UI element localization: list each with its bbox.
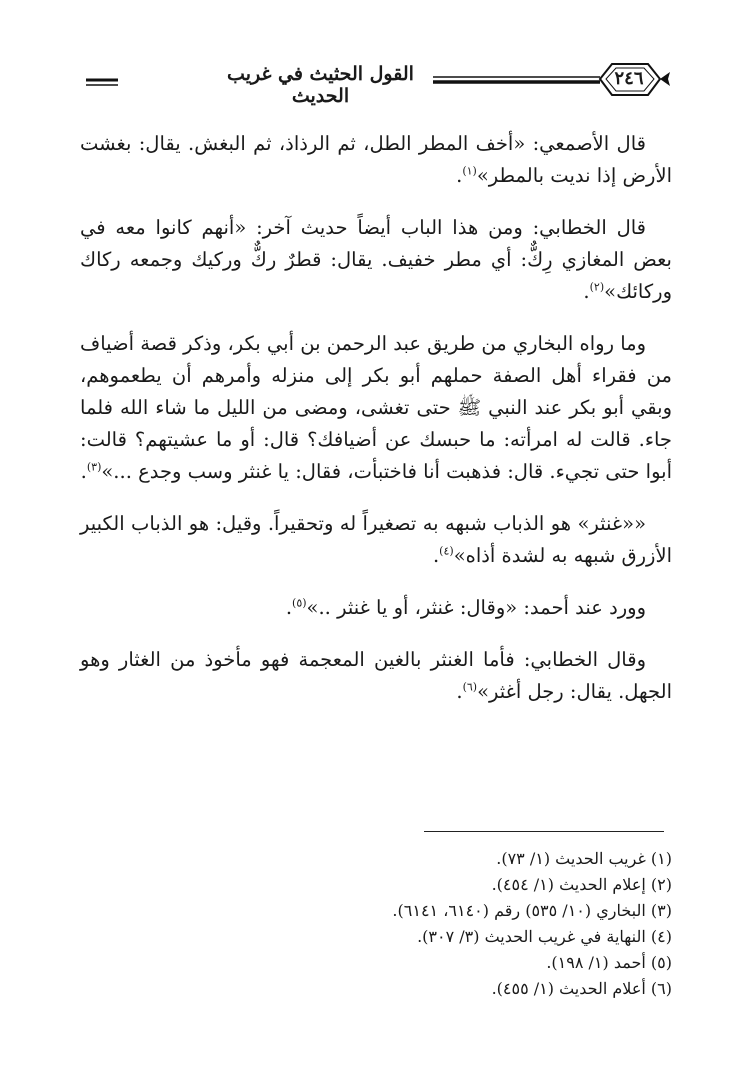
page-number: ٢٤٦	[614, 68, 644, 89]
footnote-item: (٤) النهاية في غريب الحديث (٣/ ٣٠٧).	[417, 927, 672, 946]
footnote-item: (٦) أعلام الحديث (١/ ٤٥٥).	[491, 979, 672, 998]
footnote-ref[interactable]: (٢)	[589, 280, 605, 294]
paragraph: وما رواه البخاري من طريق عبد الرحمن بن أبي بكر، وذكر قصة أضياف من فقراء أهل الصفة حملهم أبو بكر إلى منزله وأمرهم أن يطعموهم، وبقي أبو بكر عند النبي ﷺ حتى تغشى، ومضى من الليل ما شاء الله فلما جاء. قالت له امرأته: ما حبسك عن أضيافك؟ قال: أو ما عشيتهم؟ قالت: أبوا حتى تجيء. قال: فذهبت أنا فاختبأت، فقال: يا غنثر وسب وجدع ...»$^{(٣)}$.	[80, 332, 672, 483]
paragraph: قال الأصمعي: «أخف المطر الطل، ثم الرذاذ، ثم البغش. يقال: بغشت الأرض إذا نديت بالمطر»$^{(١)}$.	[80, 132, 672, 187]
footnote-ref[interactable]: (٤)	[439, 544, 454, 558]
footnote-item: (٢) إعلام الحديث (١/ ٤٥٤).	[491, 875, 672, 894]
paragraph: وقال الخطابي: فأما الغنثر بالغين المعجمة فهو مأخوذ من الغثار وهو الجهل. يقال: رجل أغثر»$^{(٦)}$.	[80, 648, 672, 703]
footnote-ref[interactable]: (١)	[462, 164, 477, 178]
footnote-divider	[424, 831, 664, 832]
paragraph: وورد عند أحمد: «وقال: غنثر، أو يا غنثر ..»$^{(٥)}$.	[285, 596, 646, 619]
paragraph: ««غنثر» هو الذباب شبهه به تصغيراً له وتحقيراً. وقيل: هو الذباب الكبير الأزرق شبهه به لشدة أذاه»$^{(٤)}$.	[80, 512, 672, 567]
footnote-item: (١) غريب الحديث (١/ ٧٣).	[496, 849, 672, 868]
page-header	[78, 58, 678, 107]
footnote-item: (٣) البخاري (١٠/ ٥٣٥) رقم (٦١٤٠، ٦١٤١).	[392, 901, 672, 920]
main-text	[80, 128, 672, 728]
footnotes	[380, 846, 672, 1002]
running-title: القول الحثيث في غريب الحديث	[208, 63, 433, 107]
footnote-item: (٥) أحمد (١/ ١٩٨).	[546, 953, 672, 972]
footnote-ref[interactable]: (٦)	[462, 680, 478, 694]
footnote-ref[interactable]: (٥)	[292, 596, 307, 610]
paragraph: قال الخطابي: ومن هذا الباب أيضاً حديث آخر: «أنهم كانوا معه في بعض المغازي رِكٌّ: أي مطر خفيف. يقال: قطرٌ ركٌّ وركيك وجمعه ركاك وركائك»$^{(٢)}$.	[80, 216, 672, 303]
footnote-ref[interactable]: (٣)	[86, 460, 102, 474]
